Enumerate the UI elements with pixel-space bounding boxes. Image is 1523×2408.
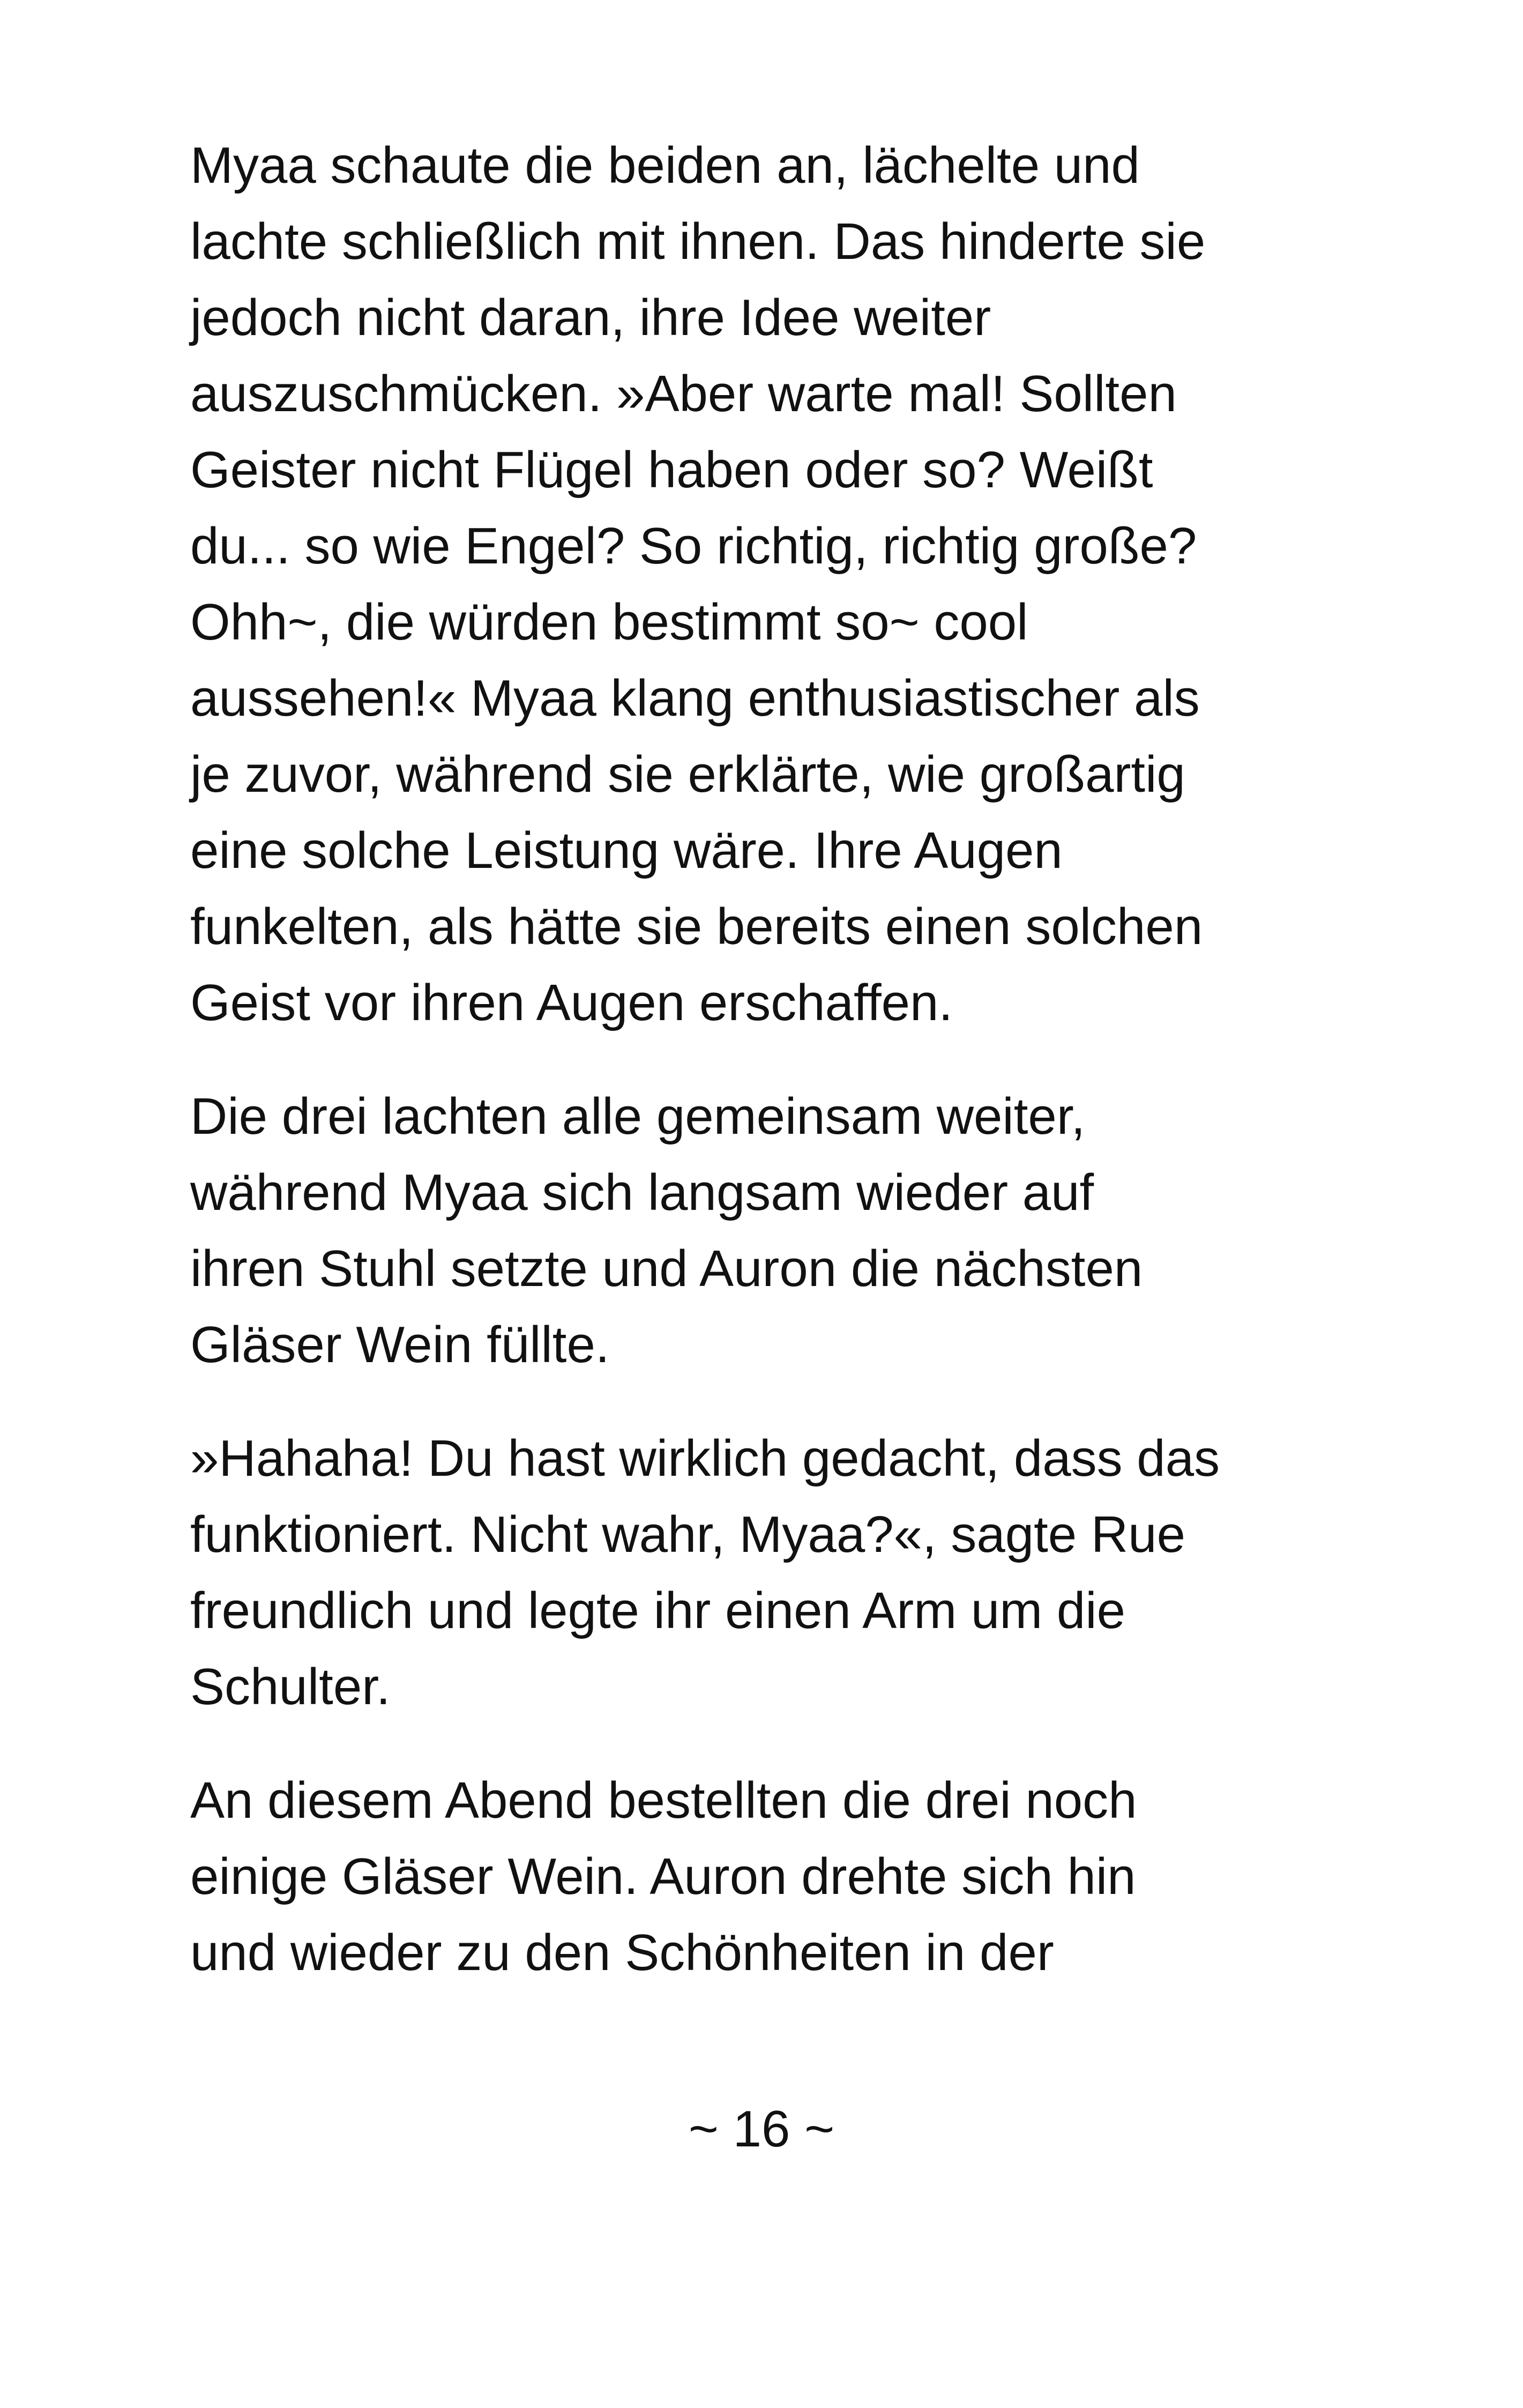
text-line: und wieder zu den Schönheiten in der xyxy=(190,1924,1054,1981)
text-line: Geist vor ihren Augen erschaffen. xyxy=(190,974,953,1031)
text-line: Die drei lachten alle gemeinsam weiter, xyxy=(190,1088,1086,1145)
text-line: ihren Stuhl setzte und Auron die nächsten xyxy=(190,1240,1143,1297)
text-line: freundlich und legte ihr einen Arm um die xyxy=(190,1582,1126,1639)
text-line: eine solche Leistung wäre. Ihre Augen xyxy=(190,822,1063,879)
text-line: lachte schließlich mit ihnen. Das hinderte sie xyxy=(190,213,1206,270)
paragraph-3 xyxy=(190,1421,1369,1725)
paragraph-gap xyxy=(190,1383,1369,1421)
text-line: du... so wie Engel? So richtig, richtig große? xyxy=(190,517,1197,575)
paragraph-2 xyxy=(190,1079,1369,1383)
paragraph-gap xyxy=(190,1041,1369,1079)
paragraph-1 xyxy=(190,128,1369,1041)
text-line: je zuvor, während sie erklärte, wie großartig xyxy=(190,746,1185,803)
text-line: Myaa schaute die beiden an, lächelte und xyxy=(190,137,1140,194)
text-line: jedoch nicht daran, ihre Idee weiter xyxy=(190,289,991,346)
text-line: während Myaa sich langsam wieder auf xyxy=(190,1164,1094,1221)
text-line: aussehen!« Myaa klang enthusiastischer als xyxy=(190,670,1200,727)
text-line: einige Gläser Wein. Auron drehte sich hin xyxy=(190,1848,1136,1905)
text-line: Gläser Wein füllte. xyxy=(190,1316,610,1373)
body-text xyxy=(190,128,1369,1991)
text-line: An diesem Abend bestellten die drei noch xyxy=(190,1772,1137,1829)
paragraph-gap xyxy=(190,1725,1369,1763)
text-line: funktioniert. Nicht wahr, Myaa?«, sagte Rue xyxy=(190,1506,1185,1563)
text-line: funkelten, als hätte sie bereits einen solchen xyxy=(190,898,1203,955)
text-line: »Hahaha! Du hast wirklich gedacht, dass das xyxy=(190,1430,1220,1487)
text-line: Ohh~, die würden bestimmt so~ cool xyxy=(190,593,1028,651)
text-line: auszuschmücken. »Aber warte mal! Sollten xyxy=(190,365,1177,422)
paragraph-4 xyxy=(190,1763,1369,1991)
page-number: ~ 16 ~ xyxy=(688,2100,835,2158)
text-line: Schulter. xyxy=(190,1658,391,1715)
text-line: Geister nicht Flügel haben oder so? Weißt xyxy=(190,441,1153,499)
